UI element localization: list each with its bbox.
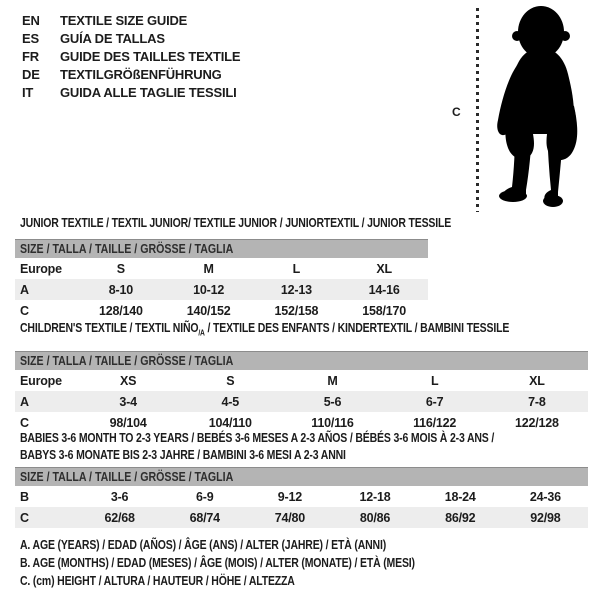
table-cell: 12-13 bbox=[253, 279, 341, 300]
table-row-europe bbox=[15, 370, 588, 391]
language-row bbox=[22, 30, 240, 48]
size-header-text: SIZE / TALLA / TAILLE / GRÖSSE / TAGLIA bbox=[20, 470, 234, 484]
table-cell: 140/152 bbox=[186, 303, 231, 318]
language-code: EN bbox=[22, 13, 40, 28]
babies-title-line2: BABYS 3-6 MONATE BIS 2-3 JAHRE / BAMBINI 3-6 MESI A 2-3 ANNI bbox=[20, 448, 346, 462]
table-cell: 10-12 bbox=[165, 279, 253, 300]
size-header-text: SIZE / TALLA / TAILLE / GRÖSSE / TAGLIA bbox=[20, 354, 234, 368]
children-title-pre: CHILDREN'S TEXTILE / TEXTIL NIÑO bbox=[20, 321, 199, 335]
table-cell: 122/128 bbox=[514, 415, 559, 430]
table-cell: M bbox=[327, 373, 338, 388]
language-code: DE bbox=[22, 67, 40, 82]
table-cell: 116/122 bbox=[413, 415, 457, 430]
table-row-height bbox=[15, 507, 588, 528]
table-header-row bbox=[15, 240, 428, 259]
table-cell: 8-10 bbox=[77, 279, 165, 300]
table-cell: 6-7 bbox=[384, 391, 486, 412]
table-cell: 62/68 bbox=[77, 507, 162, 528]
language-title: GUIDA ALLE TAGLIE TESSILI bbox=[60, 85, 237, 100]
language-code: ES bbox=[22, 31, 39, 46]
row-label: C bbox=[20, 303, 29, 318]
language-row bbox=[22, 48, 240, 66]
row-label: A bbox=[15, 279, 77, 300]
junior-table-title: JUNIOR TEXTILE / TEXTIL JUNIOR/ TEXTILE JUNIOR / JUNIORTEXTIL / JUNIOR TESSILE bbox=[20, 216, 452, 230]
babies-title-line1: BABIES 3-6 MONTH TO 2-3 YEARS / BEBÉS 3-6 MESES A 2-3 AÑOS / BÉBÉS 3-6 MOIS À 2-3 ANS / bbox=[20, 431, 495, 445]
babies-table-title bbox=[20, 430, 494, 464]
footnote-height-cm: C. (cm) HEIGHT / ALTURA / HAUTEUR / HÖHE / ALTEZZA bbox=[20, 574, 295, 588]
table-cell: 6-9 bbox=[196, 489, 214, 504]
language-row bbox=[22, 12, 240, 30]
baby-silhouette-image bbox=[486, 4, 598, 214]
children-title-subscript: /A bbox=[198, 328, 205, 338]
table-cell: 7-8 bbox=[486, 391, 588, 412]
table-cell: L bbox=[430, 373, 439, 388]
row-label: A bbox=[15, 391, 77, 412]
table-cell: 104/110 bbox=[208, 415, 252, 430]
language-title: TEXTILGRÖßENFÜHRUNG bbox=[60, 67, 222, 82]
table-cell: 92/98 bbox=[503, 507, 588, 528]
language-row bbox=[22, 66, 240, 84]
table-row-age bbox=[15, 279, 428, 300]
table-cell: 80/86 bbox=[332, 507, 417, 528]
table-cell: 3-4 bbox=[77, 391, 179, 412]
table-cell: L bbox=[292, 261, 301, 276]
language-title-list bbox=[22, 12, 240, 102]
language-title: TEXTILE SIZE GUIDE bbox=[60, 13, 188, 28]
height-measure-dotted-line bbox=[476, 8, 479, 212]
table-cell: 9-12 bbox=[277, 489, 302, 504]
table-cell: 3-6 bbox=[110, 489, 129, 504]
table-cell: 158/170 bbox=[362, 303, 407, 318]
table-cell: XL bbox=[529, 373, 545, 388]
junior-size-table bbox=[15, 239, 428, 321]
table-cell: XL bbox=[376, 261, 392, 276]
table-cell: 5-6 bbox=[281, 391, 383, 412]
size-header-cell bbox=[15, 240, 428, 259]
table-cell: XS bbox=[119, 373, 137, 388]
table-cell: 74/80 bbox=[247, 507, 332, 528]
size-header-text: SIZE / TALLA / TAILLE / GRÖSSE / TAGLIA bbox=[20, 242, 234, 256]
language-title: GUIDE DES TAILLES TEXTILE bbox=[60, 49, 241, 64]
table-cell: S bbox=[226, 373, 235, 388]
table-cell: 4-5 bbox=[179, 391, 281, 412]
table-cell: 14-16 bbox=[340, 279, 428, 300]
table-row-height bbox=[15, 300, 428, 321]
table-row-age-months bbox=[15, 486, 588, 507]
language-title: GUÍA DE TALLAS bbox=[60, 31, 165, 46]
row-label: B bbox=[20, 489, 29, 504]
row-label: Europe bbox=[20, 261, 62, 276]
table-cell: 110/116 bbox=[311, 415, 354, 430]
height-measure-label: C bbox=[452, 105, 461, 119]
row-label: C bbox=[20, 415, 29, 430]
table-cell: 98/104 bbox=[109, 415, 147, 430]
row-label: Europe bbox=[20, 373, 62, 388]
language-code: IT bbox=[22, 85, 34, 100]
footnote-age-months: B. AGE (MONTHS) / EDAD (MESES) / ÂGE (MOIS) / ALTER (MONATE) / ETÀ (MESI) bbox=[20, 556, 415, 570]
language-code: FR bbox=[22, 49, 39, 64]
language-row bbox=[22, 84, 240, 102]
children-title-post: / TEXTILE DES ENFANTS / KINDERTEXTIL / BAMBINI TESSILE bbox=[204, 321, 510, 335]
table-cell: 18-24 bbox=[444, 489, 476, 504]
children-size-table bbox=[15, 351, 588, 433]
table-header-row bbox=[15, 468, 588, 487]
babies-size-table bbox=[15, 467, 588, 528]
table-cell: 12-18 bbox=[359, 489, 391, 504]
table-cell: 128/140 bbox=[98, 303, 143, 318]
footnote-age-years: A. AGE (YEARS) / EDAD (AÑOS) / ÂGE (ANS) / ALTER (JAHRE) / ETÀ (ANNI) bbox=[20, 538, 387, 552]
children-table-title bbox=[20, 321, 509, 338]
table-cell: 24-36 bbox=[529, 489, 561, 504]
table-row-age bbox=[15, 391, 588, 412]
size-header-cell bbox=[15, 468, 588, 487]
table-cell: 152/158 bbox=[274, 303, 319, 318]
row-label: C bbox=[15, 507, 77, 528]
table-cell: S bbox=[116, 261, 125, 276]
table-header-row bbox=[15, 352, 588, 371]
table-cell: 86/92 bbox=[418, 507, 503, 528]
table-cell: M bbox=[203, 261, 214, 276]
table-row-europe bbox=[15, 258, 428, 279]
size-header-cell bbox=[15, 352, 588, 371]
table-cell: 68/74 bbox=[162, 507, 247, 528]
